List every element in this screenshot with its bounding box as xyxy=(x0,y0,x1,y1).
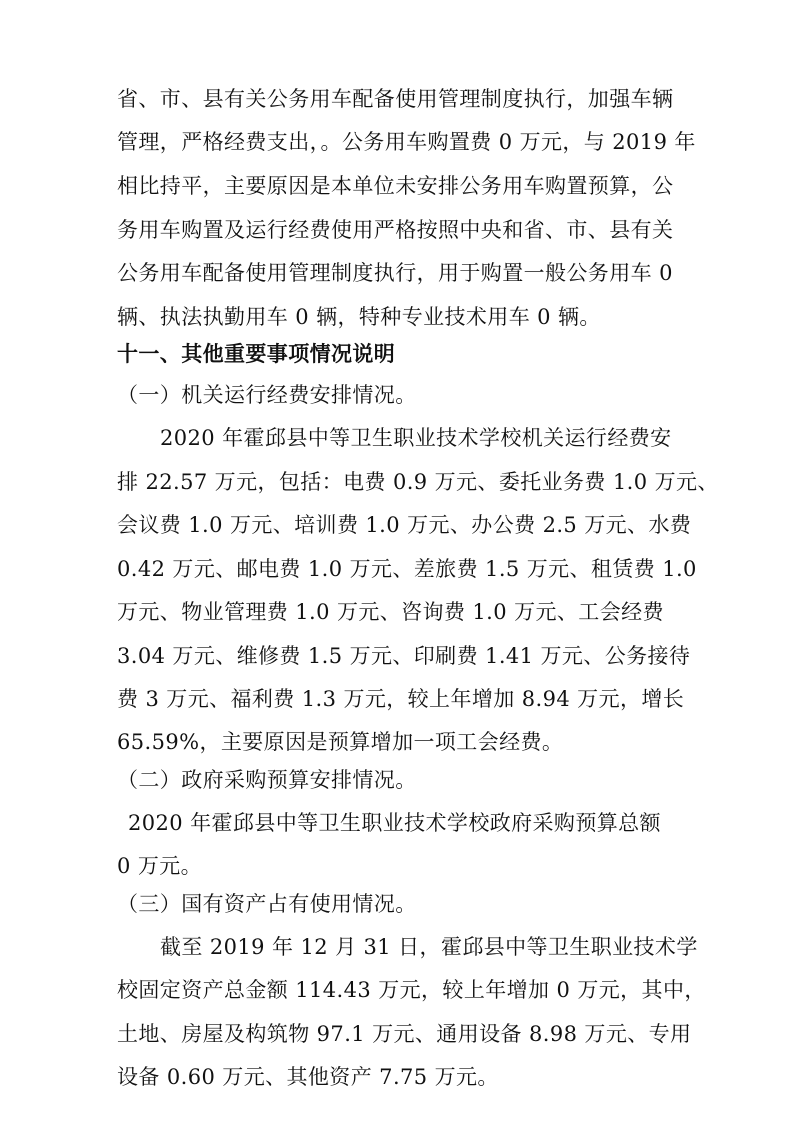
body-text-line: 万元、物业管理费 1.0 万元、咨询费 1.0 万元、工会经费 xyxy=(117,600,664,624)
body-text-line: 相比持平，主要原因是本单位未安排公务用车购置预算，公 xyxy=(117,174,674,198)
subsection-heading: （一）机关运行经费安排情况。 xyxy=(117,383,417,407)
body-text-line: 截至 2019 年 12 月 31 日，霍邱县中等卫生职业技术学 xyxy=(160,935,698,959)
body-text-line: 设备 0.60 万元、其他资产 7.75 万元。 xyxy=(117,1065,499,1089)
section-heading: 十一、其他重要事项情况说明 xyxy=(117,342,396,366)
body-text-line: 2020 年霍邱县中等卫生职业技术学校政府采购预算总额 xyxy=(128,811,661,835)
body-text-line: 费 3 万元、福利费 1.3 万元，较上年增加 8.94 万元，增长 xyxy=(117,687,685,711)
body-text-line: 3.04 万元、维修费 1.5 万元、印刷费 1.41 万元、公务接待 xyxy=(117,644,691,668)
body-text-line: 0 万元。 xyxy=(117,854,203,878)
subsection-heading: （二）政府采购预算安排情况。 xyxy=(117,768,417,792)
body-text-line: 0.42 万元、邮电费 1.0 万元、差旅费 1.5 万元、租赁费 1.0 xyxy=(117,557,697,581)
body-text-line: 65.59%，主要原因是预算增加一项工会经费。 xyxy=(117,730,564,754)
body-text-line: 公务用车配备使用管理制度执行，用于购置一般公务用车 0 xyxy=(117,261,673,285)
body-text-line: 会议费 1.0 万元、培训费 1.0 万元、办公费 2.5 万元、水费 xyxy=(117,513,692,537)
body-text-line: 土地、房屋及构筑物 97.1 万元、通用设备 8.98 万元、专用 xyxy=(117,1022,692,1046)
body-text-line: 省、市、县有关公务用车配备使用管理制度执行，加强车辆 xyxy=(117,87,674,111)
body-text-line: 校固定资产总金额 114.43 万元，较上年增加 0 万元，其中， xyxy=(117,978,706,1002)
body-text-line: 辆、执法执勤用车 0 辆，特种专业技术用车 0 辆。 xyxy=(117,305,601,329)
body-text-line: 管理，严格经费支出，。公务用车购置费 0 万元，与 2019 年 xyxy=(117,130,696,154)
subsection-heading: （三）国有资产占有使用情况。 xyxy=(117,892,417,916)
body-text-line: 2020 年霍邱县中等卫生职业技术学校机关运行经费安 xyxy=(160,426,672,450)
body-text-line: 务用车购置及运行经费使用严格按照中央和省、市、县有关 xyxy=(117,218,674,242)
body-text-line: 排 22.57 万元，包括：电费 0.9 万元、委托业务费 1.0 万元、 xyxy=(117,470,719,494)
